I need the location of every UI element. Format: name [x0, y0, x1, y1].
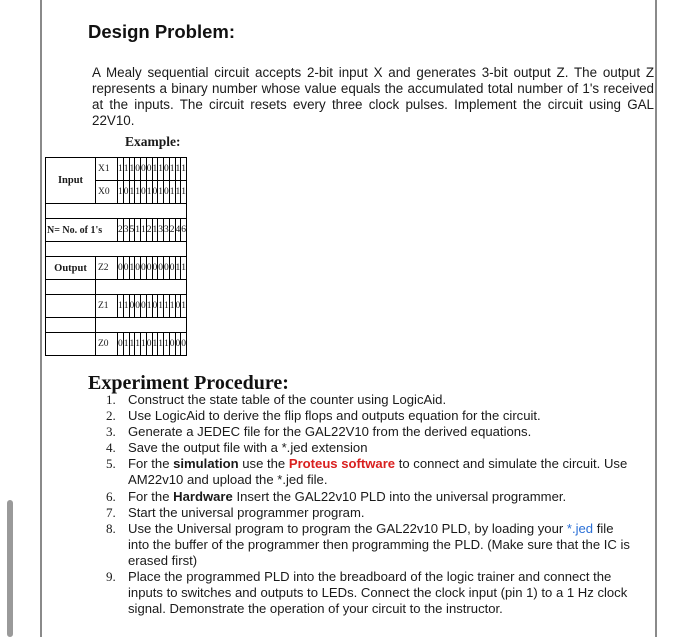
x1-bit: 1: [123, 158, 129, 181]
z2-bit: 0: [118, 257, 124, 280]
z0-label: Z0: [96, 333, 118, 356]
x1-bit: 1: [152, 158, 158, 181]
x1-bit: 1: [175, 158, 181, 181]
spacer-cell: [46, 318, 96, 333]
spacer-cell: [46, 280, 96, 295]
z0-bit: 1: [135, 333, 141, 356]
n-label: N= No. of 1's: [46, 219, 118, 242]
input-label: Input: [46, 158, 96, 204]
step-number: 5.: [106, 456, 116, 472]
procedure-step: [92, 456, 637, 488]
z2-bit: 0: [164, 257, 170, 280]
spacer-row: [46, 280, 187, 295]
z1-bit: 1: [123, 295, 129, 318]
n-value: 1: [152, 219, 158, 242]
z0-bit: 1: [152, 333, 158, 356]
step-number: 2.: [106, 408, 116, 424]
z0-bit: 1: [129, 333, 135, 356]
n-value: 2: [118, 219, 124, 242]
n-value: 2: [169, 219, 175, 242]
n-value: 3: [158, 219, 164, 242]
example-label: Example:: [125, 134, 181, 149]
x0-bit: 1: [169, 181, 175, 204]
x1-bit: 0: [146, 158, 152, 181]
problem-statement: A Mealy sequential circuit accepts 2-bit input X and generates 3-bit output Z. The output Z represents a binary number whose value equals the accumulated total number of 1's received at the inputs. The circuit resets every three clock pulses. Implement the circuit using GAL 22V10.: [92, 65, 654, 129]
step-text: Save the output file with a *.jed extension: [128, 440, 368, 456]
x0-bit: 1: [129, 181, 135, 204]
z2-bit: 0: [141, 257, 147, 280]
page-border-left: [40, 0, 42, 637]
z2-bit: 1: [181, 257, 187, 280]
spacer-cell: [46, 204, 187, 219]
z1-bit: 0: [152, 295, 158, 318]
z2-label: Z2: [96, 257, 118, 280]
x1-bit: 1: [129, 158, 135, 181]
z0-bit: 1: [141, 333, 147, 356]
x0-bit: 0: [152, 181, 158, 204]
x0-bit: 1: [175, 181, 181, 204]
row-z2: [46, 257, 187, 280]
step-number: 7.: [106, 504, 116, 520]
n-value: 6: [181, 219, 187, 242]
z0-bit: 0: [175, 333, 181, 356]
procedure-steps: [92, 392, 637, 617]
step-text: For the: [128, 456, 174, 472]
x1-bit: 0: [135, 158, 141, 181]
n-value: 3: [123, 219, 129, 242]
step-text: Start the universal programmer program.: [128, 504, 365, 520]
x0-bit: 1: [158, 181, 164, 204]
page-border-right: [655, 0, 657, 637]
z1-bit: 0: [129, 295, 135, 318]
step-number: 8.: [106, 520, 116, 536]
empty-label-cell: [46, 333, 96, 356]
z0-bit: 1: [123, 333, 129, 356]
z0-bit: 1: [158, 333, 164, 356]
step-number: 9.: [106, 569, 116, 585]
spacer-row: [46, 204, 187, 219]
x0-bit: 1: [181, 181, 187, 204]
z1-bit: 0: [135, 295, 141, 318]
output-label: Output: [46, 257, 96, 280]
z2-bit: 0: [152, 257, 158, 280]
x1-bit: 1: [169, 158, 175, 181]
step-number: 3.: [106, 424, 116, 440]
x0-label: X0: [96, 181, 118, 204]
z0-bit: 0: [146, 333, 152, 356]
x1-bit: 0: [164, 158, 170, 181]
spacer-cell: [46, 242, 187, 257]
x1-label: X1: [96, 158, 118, 181]
n-value: 5: [129, 219, 135, 242]
procedure-step: [92, 505, 637, 521]
x0-bit: 0: [164, 181, 170, 204]
step-text: Construct the state table of the counter using LogicAid.: [128, 392, 447, 407]
procedure-step: [92, 440, 637, 456]
step-text: to connect and simulate the circuit. Use AM22v10 and upload the *.jed file.: [128, 456, 628, 488]
step-number: 6.: [106, 488, 116, 504]
step-text: Generate a JEDEC file for the GAL22V10 from the derived equations.: [128, 424, 532, 440]
simulation-keyword: simulation: [173, 456, 239, 472]
step-number: 4.: [106, 440, 116, 456]
z0-bit: 1: [164, 333, 170, 356]
procedure-step: [92, 521, 637, 569]
z1-bit: 1: [118, 295, 124, 318]
x0-bit: 0: [123, 181, 129, 204]
procedure-step: [92, 569, 637, 617]
x1-bit: 0: [141, 158, 147, 181]
z2-bit: 0: [123, 257, 129, 280]
n-value: 4: [175, 219, 181, 242]
n-value: 1: [135, 219, 141, 242]
step-text: Insert the GAL22v10 PLD into the universal programmer.: [232, 488, 567, 504]
example-table: [45, 157, 187, 356]
proteus-software-highlight: Proteus software: [288, 456, 396, 472]
z0-bit: 0: [181, 333, 187, 356]
spacer-cell: [96, 318, 187, 333]
x1-bit: 1: [158, 158, 164, 181]
z1-bit: 1: [169, 295, 175, 318]
spacer-row: [46, 318, 187, 333]
jed-file-link[interactable]: *.jed: [566, 520, 594, 536]
hardware-keyword: Hardware: [173, 488, 233, 504]
z2-bit: 0: [135, 257, 141, 280]
row-z1: [46, 295, 187, 318]
z1-bit: 0: [141, 295, 147, 318]
z0-bit: 0: [118, 333, 124, 356]
n-value: 2: [146, 219, 152, 242]
row-x1: [46, 158, 187, 181]
z1-bit: 1: [146, 295, 152, 318]
n-value: 1: [141, 219, 147, 242]
z2-bit: 0: [169, 257, 175, 280]
procedure-title: Experiment Procedure:: [88, 372, 289, 394]
z2-bit: 0: [158, 257, 164, 280]
row-n: [46, 219, 187, 242]
step-number: 1.: [106, 392, 116, 407]
spacer-row: [46, 242, 187, 257]
z0-bit: 0: [169, 333, 175, 356]
scrollbar-thumb[interactable]: [7, 500, 13, 637]
step-text: use the: [238, 456, 289, 472]
design-problem-title: Design Problem:: [88, 21, 235, 42]
x0-bit: 1: [146, 181, 152, 204]
x1-bit: 1: [118, 158, 124, 181]
row-z0: [46, 333, 187, 356]
step-text: Use LogicAid to derive the flip flops and outputs equation for the circuit.: [128, 408, 541, 424]
x0-bit: 0: [141, 181, 147, 204]
empty-label-cell: [46, 295, 96, 318]
procedure-step: [92, 392, 637, 408]
z2-bit: 0: [146, 257, 152, 280]
z1-bit: 1: [181, 295, 187, 318]
z2-bit: 1: [129, 257, 135, 280]
step-text: Use the Universal program to program the GAL22v10 PLD, by loading your: [128, 520, 567, 536]
z2-bit: 1: [175, 257, 181, 280]
step-text: file into the buffer of the programmer then programming the PLD. (Make sure that the IC is erased first): [128, 520, 630, 568]
z1-bit: 1: [164, 295, 170, 318]
z1-bit: 0: [175, 295, 181, 318]
x1-bit: 1: [181, 158, 187, 181]
spacer-cell: [96, 280, 187, 295]
x0-bit: 1: [135, 181, 141, 204]
procedure-step: [92, 489, 637, 505]
step-text: For the: [128, 488, 174, 504]
z1-bit: 1: [158, 295, 164, 318]
x0-bit: 1: [118, 181, 124, 204]
procedure-step: [92, 408, 637, 424]
z1-label: Z1: [96, 295, 118, 318]
procedure-step: [92, 424, 637, 440]
step-text: Place the programmed PLD into the breadboard of the logic trainer and connect the inputs to switches and outputs to LEDs. Connect the clock input (pin 1) to a 1 Hz clock signal. Demonstrate the operation of your circuit to the instructor.: [128, 569, 628, 617]
n-value: 3: [164, 219, 170, 242]
